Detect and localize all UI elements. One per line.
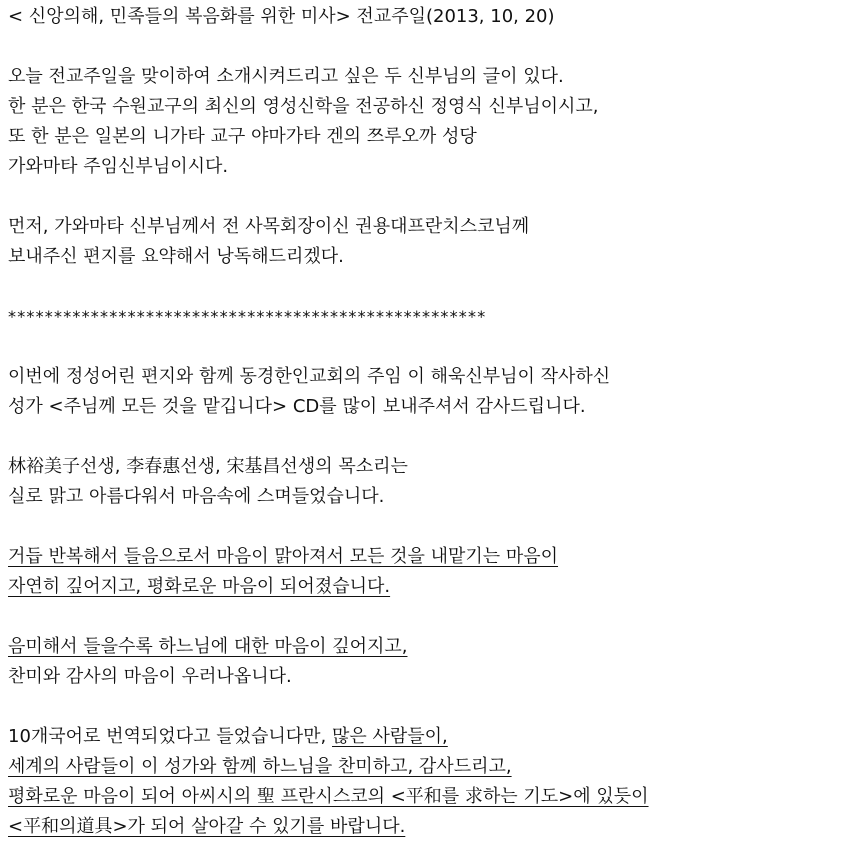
letter-p4-line-2: 찬미와 감사의 마음이 우러나옵니다.: [8, 666, 292, 687]
blank-line: [8, 692, 863, 722]
letter-p4-line-1: [8, 632, 863, 662]
separator-line: ****************************************************: [8, 307, 487, 326]
letter-p1-line-1: 이번에 정성어린 편지와 함께 동경한인교회의 주임 이 해욱신부님이 작사하신: [8, 366, 611, 387]
letter-p5-line-1: [8, 722, 863, 752]
blank-line: [8, 512, 863, 542]
letter-p5-line-1-underlined: 많은 사람들이,: [332, 726, 448, 747]
letter-p2-line-2: 실로 맑고 아름다워서 마음속에 스며들었습니다.: [8, 486, 385, 507]
letter-p5-line-2: 세계의 사람들이 이 성가와 함께 하느님을 찬미하고, 감사드리고,: [8, 756, 512, 777]
intro-line-1: 오늘 전교주일을 맞이하여 소개시켜드리고 싶은 두 신부님의 글이 있다.: [8, 66, 564, 87]
blank-line: [8, 332, 863, 362]
letter-document: [8, 2, 863, 842]
blank-line: [8, 182, 863, 212]
blank-line: [8, 32, 863, 62]
blank-line: [8, 422, 863, 452]
preface-line-2: 보내주신 편지를 요약해서 낭독해드리겠다.: [8, 246, 344, 267]
intro-line-2: 한 분은 한국 수원교구의 최신의 영성신학을 전공하신 정영식 신부님이시고,: [8, 96, 599, 117]
letter-p2-line-1: 林裕美子선생, 李春惠선생, 宋基昌선생의 목소리는: [8, 456, 408, 477]
intro-line-4: 가와마타 주임신부님이시다.: [8, 156, 229, 177]
document-title: < 신앙의해, 민족들의 복음화를 위한 미사> 전교주일(2013, 10, 20): [8, 6, 555, 27]
blank-line: [8, 272, 863, 302]
preface-line-1: 먼저, 가와마타 신부님께서 전 사목회장이신 권용대프란치스코님께: [8, 216, 530, 237]
letter-p1-line-2: 성가 <주님께 모든 것을 맡깁니다> CD를 많이 보내주셔서 감사드립니다.: [8, 396, 586, 417]
letter-p4-line-1-text: 음미해서 들을수록 하느님에 대한 마음이 깊어지고,: [8, 636, 408, 657]
letter-p5-line-3: 평화로운 마음이 되어 아씨시의 聖 프란시스코의 <平和를 求하는 기도>에 있듯이: [8, 786, 649, 807]
letter-p3-line-2: 자연히 깊어지고, 평화로운 마음이 되어졌습니다.: [8, 576, 391, 597]
letter-p3-line-1: 거듭 반복해서 들음으로서 마음이 맑아져서 모든 것을 내맡기는 마음이: [8, 546, 559, 567]
intro-line-3: 또 한 분은 일본의 니가타 교구 야마가타 겐의 쯔루오까 성당: [8, 126, 477, 147]
blank-line: [8, 602, 863, 632]
letter-p5-line-1-plain: 10개국어로 번역되었다고 들었습니다만,: [8, 726, 332, 747]
letter-p5-line-4: <平和의道具>가 되어 살아갈 수 있기를 바랍니다.: [8, 816, 406, 837]
